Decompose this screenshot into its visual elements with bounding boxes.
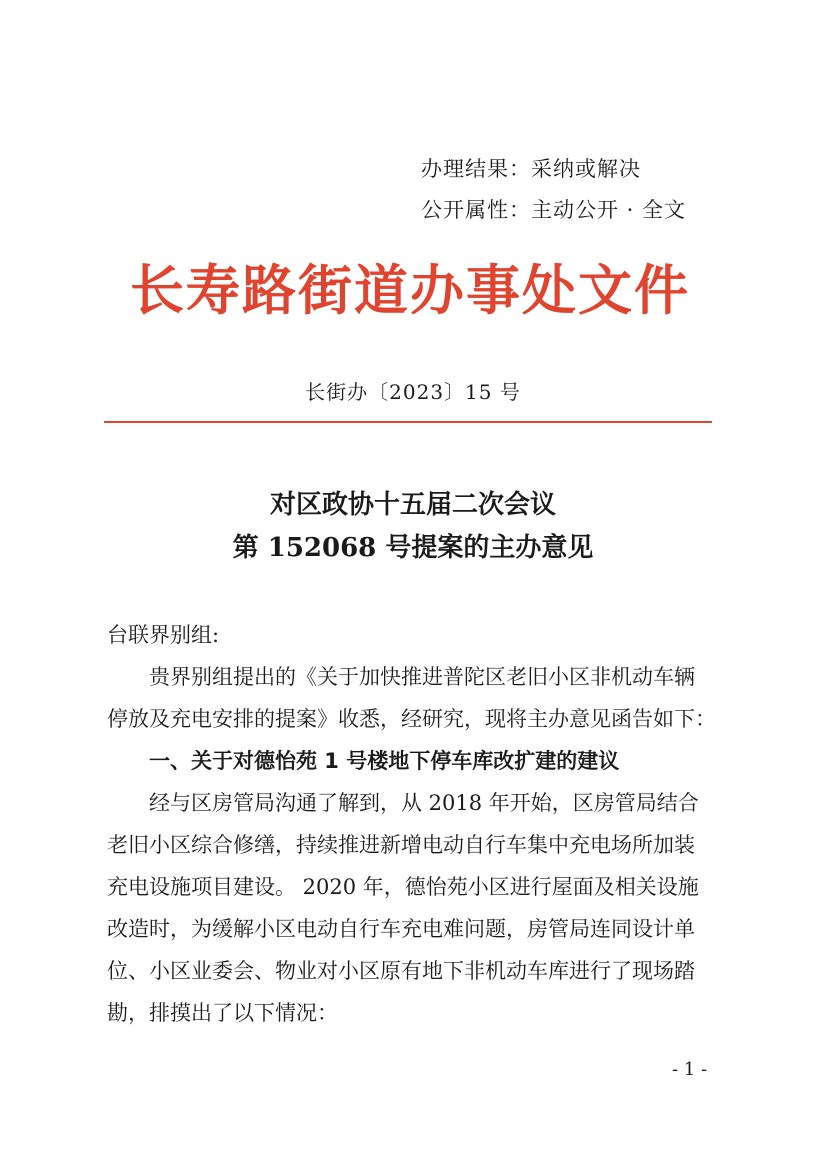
document-number: 长街办〔2023〕15 号 (305, 380, 521, 404)
paragraph-line: 勘，排摸出了以下情况： (107, 1001, 338, 1025)
handling-result: 办理结果：采纳或解决 (421, 157, 641, 181)
paragraph-line: 经与区房管局沟通了解到，从 2018 年开始，区房管局结合 (149, 791, 699, 815)
paragraph-line: 停放及充电安排的提案》收悉，经研究，现将主办意见函告如下： (107, 707, 716, 731)
red-divider-line (104, 421, 712, 423)
salutation: 台联界别组: (107, 623, 220, 647)
paragraph-line: 改造时，为缓解小区电动自行车充电难问题，房管局连同设计单 (107, 917, 695, 941)
document-masthead: 长寿路街道办事处文件 (130, 259, 690, 322)
page-number: - 1 - (672, 1059, 708, 1080)
document-title-line-1: 对区政协十五届二次会议 (269, 490, 556, 520)
document-title-line-2: 第 152068 号提案的主办意见 (232, 533, 594, 563)
section-heading: 一、关于对德怡苑 1 号楼地下停车库改扩建的建议 (149, 749, 620, 773)
paragraph-line: 充电设施项目建设。 2020 年，德怡苑小区进行屋面及相关设施 (107, 875, 699, 899)
paragraph-line: 老旧小区综合修缮，持续推进新增电动自行车集中充电场所加装 (107, 833, 695, 857)
paragraph-line: 贵界别组提出的《关于加快推进普陀区老旧小区非机动车辆 (149, 665, 695, 689)
disclosure-attribute: 公开属性：主动公开 · 全文 (421, 198, 687, 222)
paragraph-line: 位、小区业委会、物业对小区原有地下非机动车库进行了现场踏 (107, 959, 695, 983)
